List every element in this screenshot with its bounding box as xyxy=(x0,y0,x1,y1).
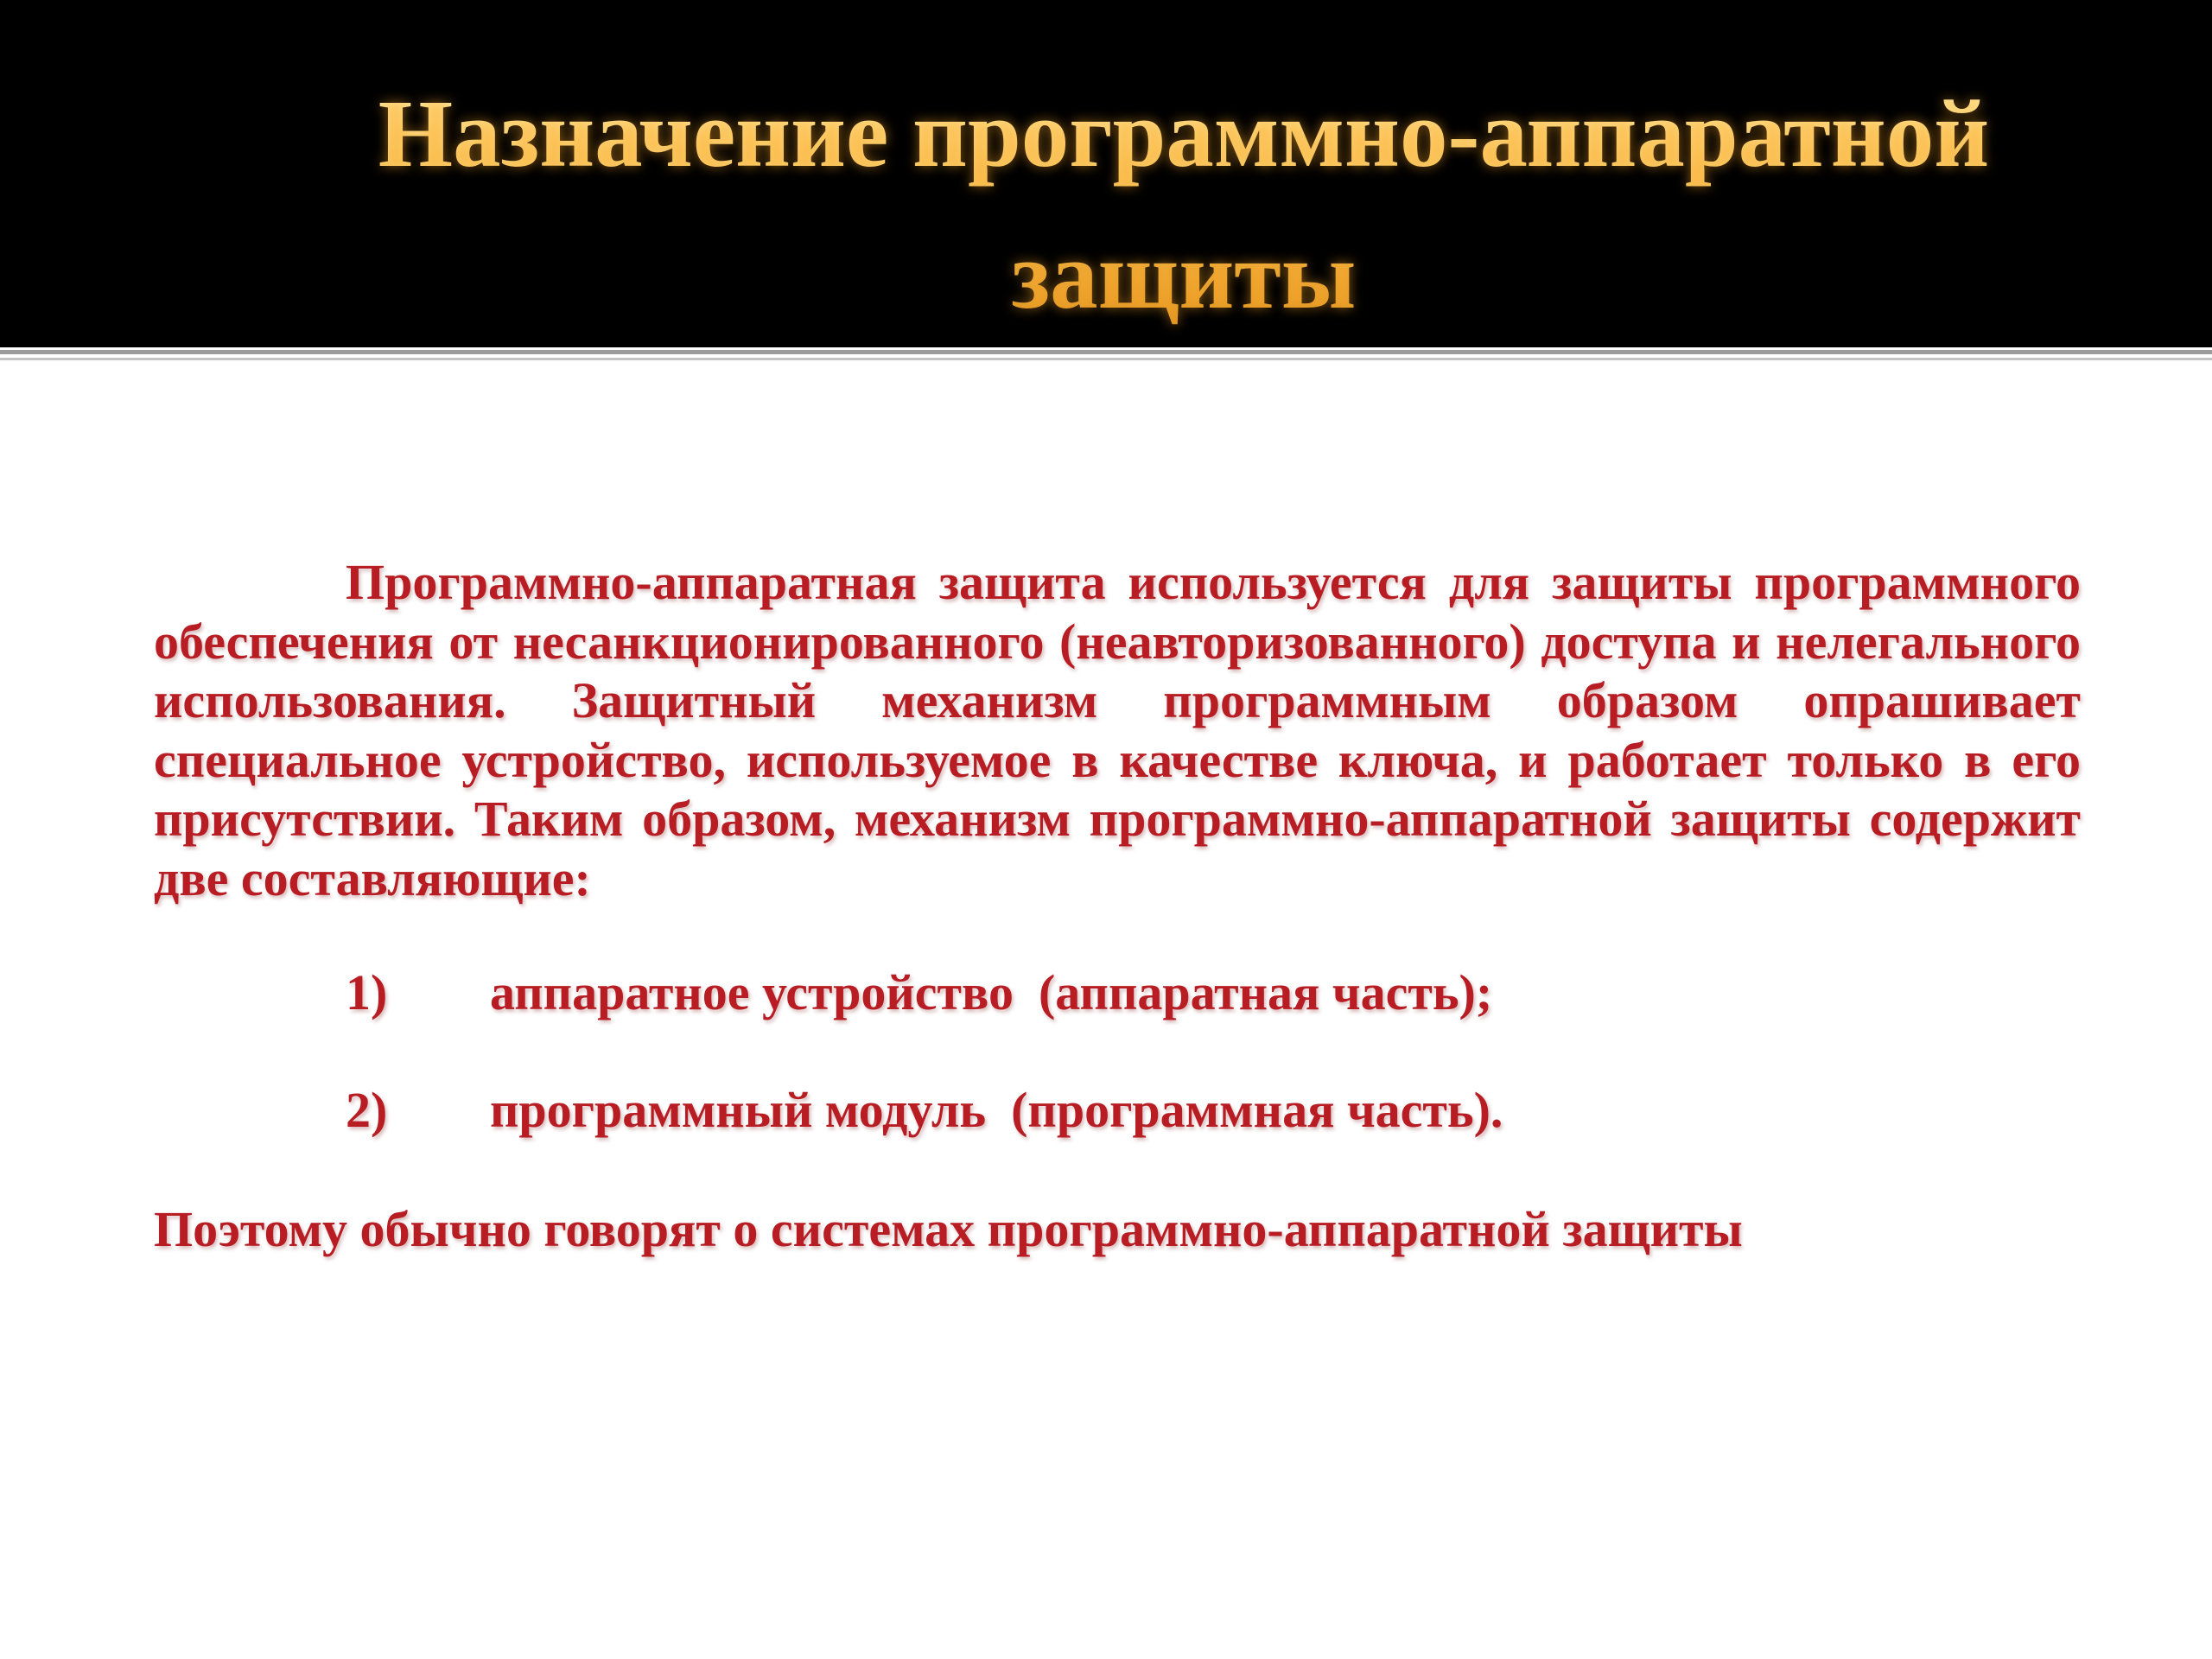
slide-body xyxy=(154,553,2081,1259)
list-item xyxy=(154,963,2081,1022)
list-item-text: аппаратное устройство (аппаратная часть); xyxy=(490,964,1493,1020)
title-bar xyxy=(0,0,2212,347)
body-paragraph: Программно-аппаратная защита используется для защиты программного обеспечения от несанкционированного (неавторизованного) доступа и нелегального использования. Защитный механизм программным образом опрашивает специальное устройство, используемое в качестве ключа, и работает только в его присутствии. Таким образом, механизм программно-аппаратной защиты содержит две составляющие: xyxy=(154,554,2081,906)
slide-title xyxy=(199,64,2169,347)
list-item xyxy=(154,1081,2081,1140)
title-separator-thin xyxy=(0,358,2212,360)
list-item-text: программный модуль (программная часть). xyxy=(490,1082,1503,1138)
components-list xyxy=(154,963,2081,1140)
slide-title-line-1: Назначение программно-аппаратной xyxy=(378,81,1990,188)
list-item-number: 2) xyxy=(346,1082,388,1138)
list-item-number: 1) xyxy=(346,964,388,1020)
title-separator xyxy=(0,350,2212,354)
slide-title-line-2: защиты xyxy=(1011,223,1357,329)
conclusion-text: Поэтому обычно говорят о системах программно-аппаратной защиты xyxy=(154,1201,1743,1257)
